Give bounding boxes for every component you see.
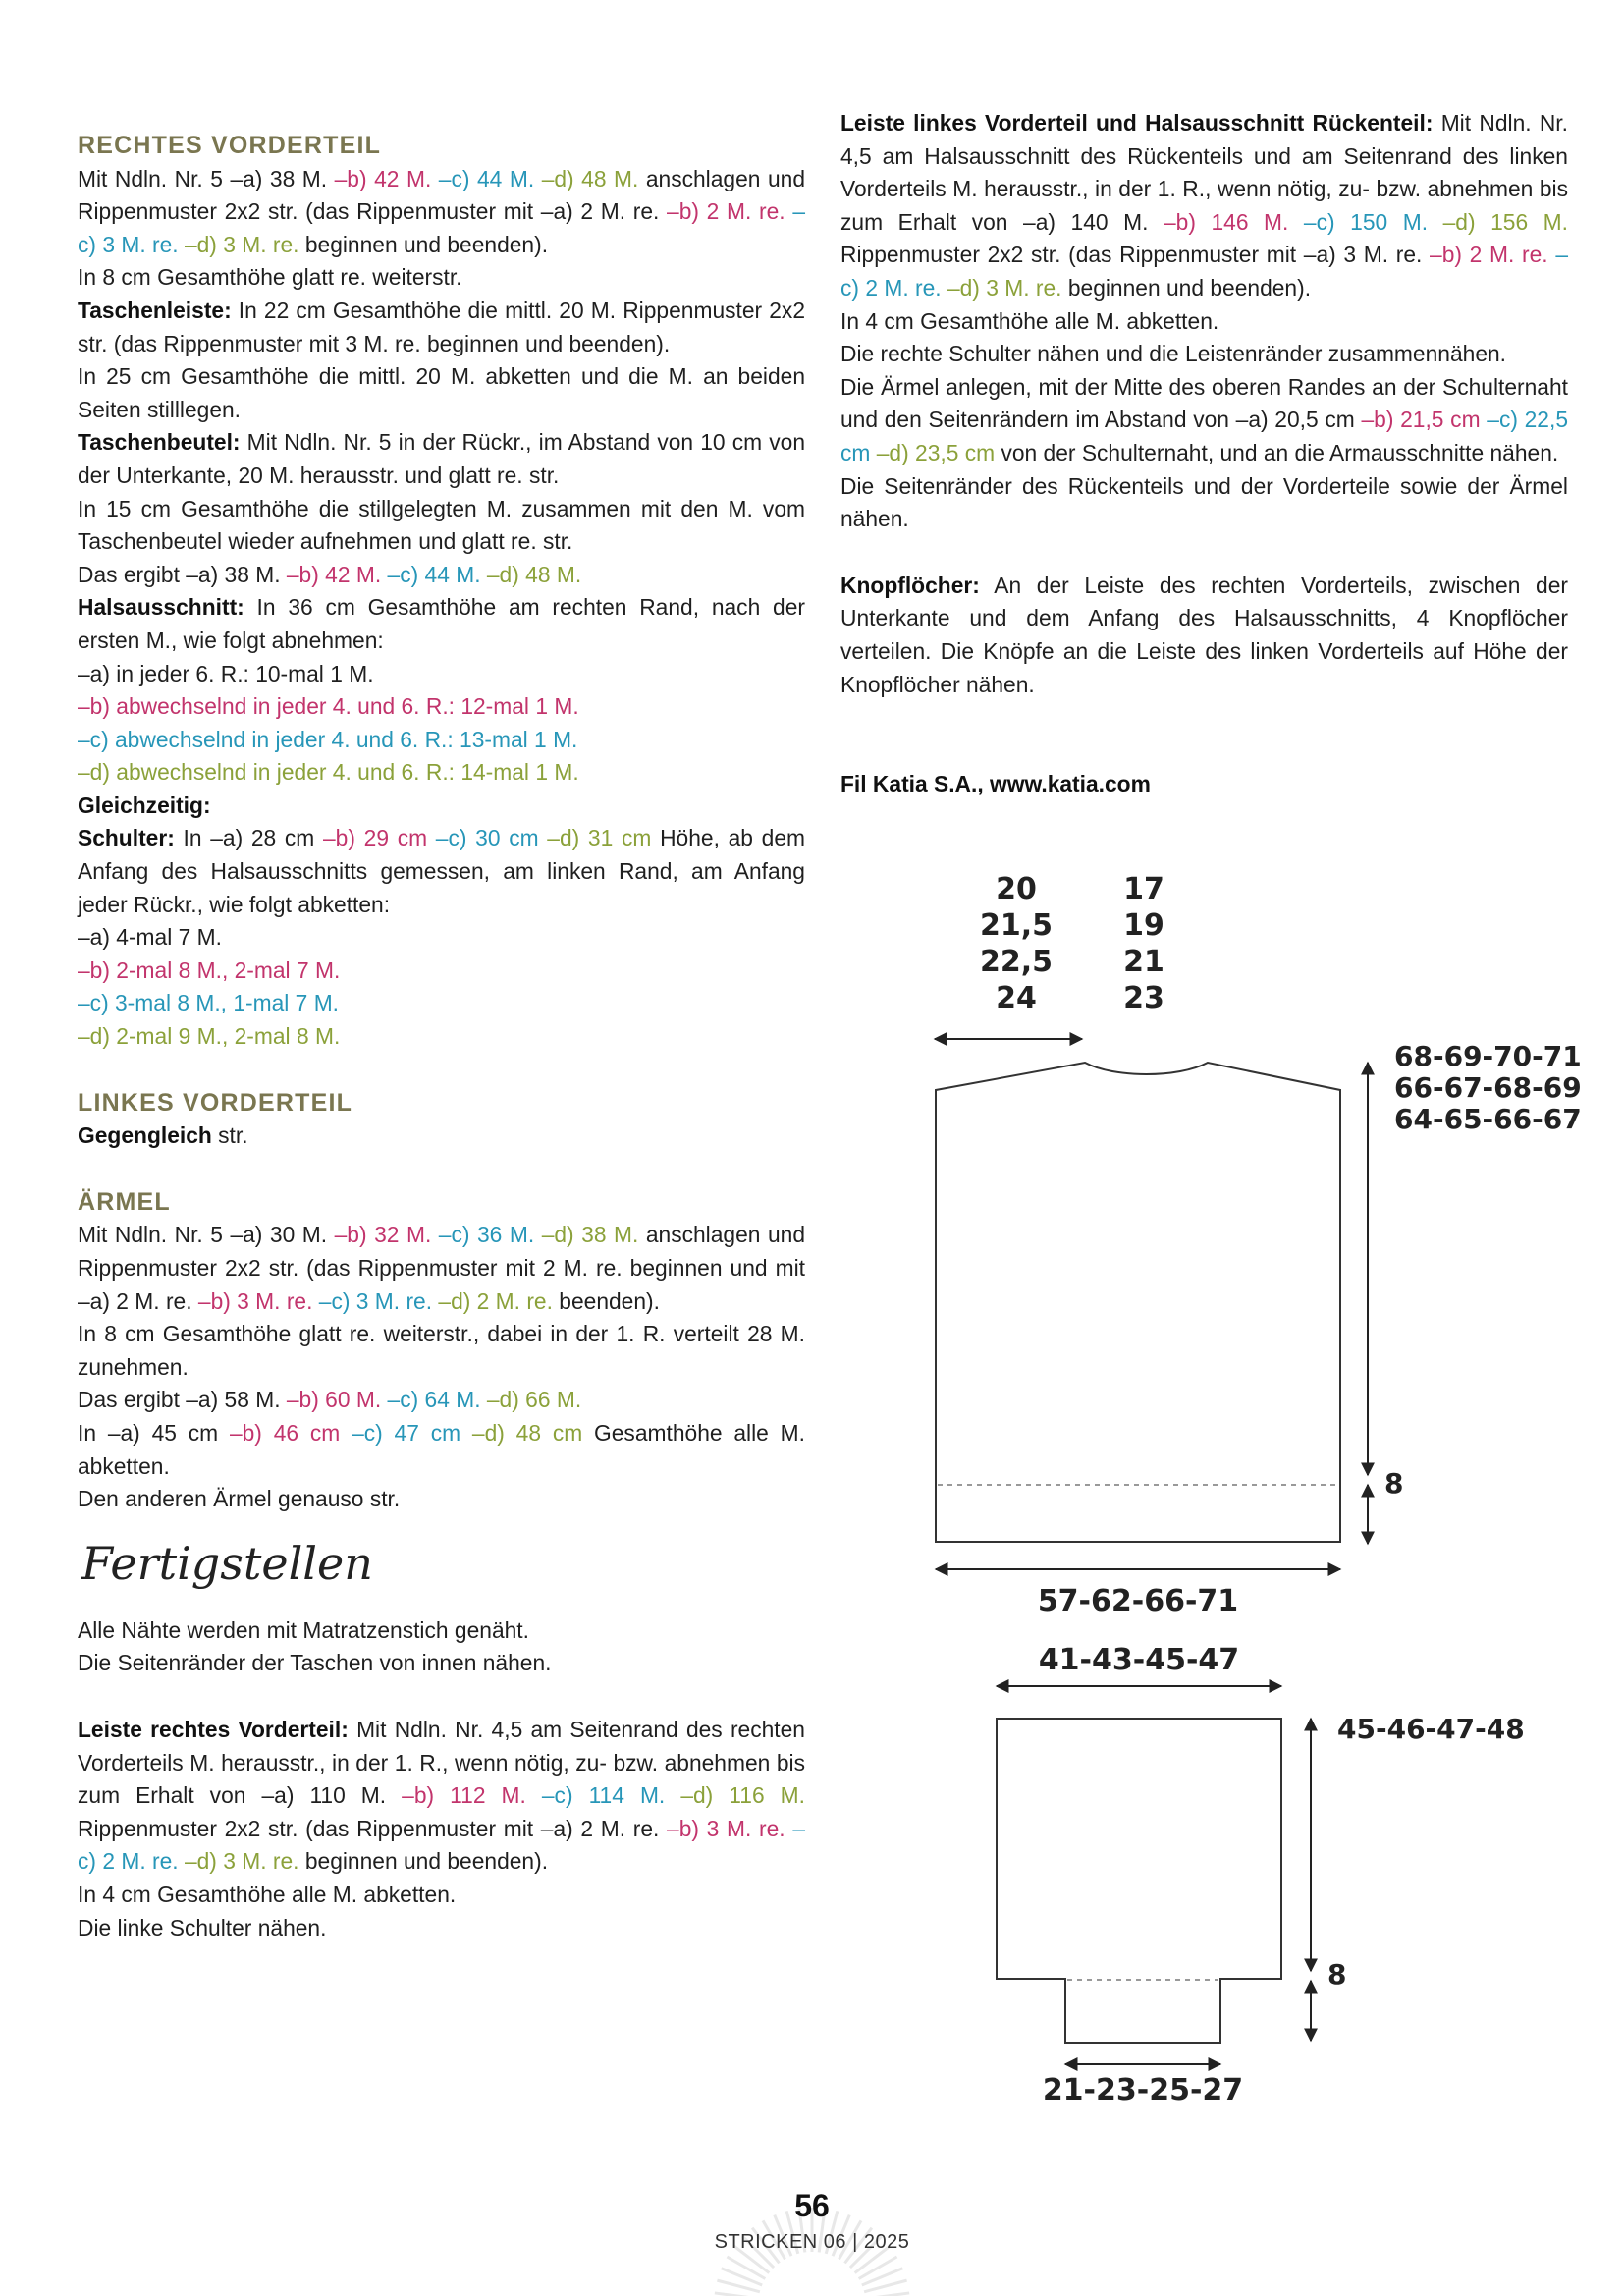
sleeve-top-width-label: 41-43-45-47	[1038, 1643, 1240, 1677]
paragraph: In 8 cm Gesamthöhe glatt re. weiterstr., dabei in der 1. R. verteilt 28 M. zunehmen.	[78, 1321, 805, 1380]
body-width-label: 57-62-66-71	[1037, 1584, 1239, 1618]
cuff-width-label: 21-23-25-27	[1042, 2073, 1244, 2107]
size-line-c: –c) abwechselnd in jeder 4. und 6. R.: 13-mal 1 M.	[78, 726, 578, 752]
shoulder-width-label: 24	[996, 981, 1037, 1015]
shoulder-width-label: 21,5	[979, 908, 1054, 943]
size-line-a: –a) 4-mal 7 M.	[78, 924, 222, 951]
paragraph: Taschenleiste: In 22 cm Gesamthöhe die mittl. 20 M. Rippenmuster 2x2 str. (das Rippenmuster mit 3 M. re. beginnen und beenden).	[78, 297, 805, 356]
right-column	[840, 107, 1568, 801]
size-line-b: –b) 2-mal 8 M., 2-mal 7 M.	[78, 957, 341, 983]
paragraph: Die linke Schulter nähen.	[78, 1914, 327, 1941]
paragraph: Halsausschnitt: In 36 cm Gesamthöhe am rechten Rand, nach der ersten M., wie folgt abnehmen:	[78, 594, 805, 653]
paragraph: In 4 cm Gesamthöhe alle M. abketten.	[78, 1881, 457, 1907]
paragraph: Mit Ndln. Nr. 5 –a) 30 M. –b) 32 M. –c) 36 M. –d) 38 M. anschlagen und Rippenmuster 2x2 str. (das Rippenmuster mit 2 M. re. beginnen und mit –a) 2 M. re. –b) 3 M. re. –c) 3 M. re. –d) 2 M. re. beenden).	[78, 1222, 806, 1314]
paragraph: Gegengleich str.	[78, 1122, 248, 1149]
credit-line: Fil Katia S.A., www.katia.com	[840, 771, 1151, 797]
magazine-issue: STRICKEN 06 | 2025	[714, 2231, 910, 2253]
body-height-label: 64-65-66-67	[1394, 1103, 1582, 1135]
paragraph: Das ergibt –a) 58 M. –b) 60 M. –c) 64 M. –d) 66 M.	[78, 1387, 582, 1413]
neck-width-label: 21	[1123, 945, 1164, 979]
size-line-d: –d) 2-mal 9 M., 2-mal 8 M.	[78, 1023, 341, 1050]
section-title-linkes-vorderteil: LINKES VORDERTEIL	[78, 1088, 353, 1117]
garment-schematic	[884, 854, 1582, 2107]
body-height-label: 66-67-68-69	[1394, 1071, 1582, 1104]
paragraph: Gleichzeitig:	[78, 792, 211, 818]
paragraph: Die rechte Schulter nähen und die Leistenränder zusammennähen.	[840, 341, 1507, 367]
paragraph: Den anderen Ärmel genauso str.	[78, 1486, 401, 1512]
section-title-aermel: ÄRMEL	[78, 1187, 171, 1216]
paragraph: In 25 cm Gesamthöhe die mittl. 20 M. abketten und die M. an beiden Seiten stilllegen.	[78, 363, 805, 422]
size-line-c: –c) 3-mal 8 M., 1-mal 7 M.	[78, 990, 340, 1016]
paragraph: In 15 cm Gesamthöhe die stillgelegten M. zusammen mit den M. vom Taschenbeutel wieder aufnehmen und glatt re. str.	[78, 495, 805, 555]
shoulder-width-label: 22,5	[979, 945, 1054, 979]
body-height-label: 68-69-70-71	[1394, 1040, 1582, 1072]
paragraph: Leiste rechtes Vorderteil: Mit Ndln. Nr. 4,5 am Seitenrand des rechten Vorderteils M. herausstr., in der 1. R., wenn nötig, zu- bzw. abnehmen bis zum Erhalt von –a) 110 M. –b) 112 M. –c) 114 M. –d) 116 M. Rippenmuster 2x2 str. (das Rippenmuster mit –a) 2 M. re. –b) 3 M. re. –c) 2 M. re. –d) 3 M. re. beginnen und beenden).	[78, 1716, 805, 1875]
neck-width-label: 19	[1123, 908, 1164, 943]
sleeve-rib-label: 8	[1327, 1958, 1347, 1991]
page-number: 56	[794, 2188, 830, 2223]
rib-height-label: 8	[1384, 1467, 1404, 1500]
paragraph: Die Seitenränder des Rückenteils und der Vorderteile sowie der Ärmel nähen.	[840, 472, 1568, 532]
paragraph: In –a) 45 cm –b) 46 cm –c) 47 cm –d) 48 cm Gesamthöhe alle M. abketten.	[78, 1419, 805, 1479]
left-column	[78, 130, 805, 1944]
paragraph: Die Ärmel anlegen, mit der Mitte des oberen Randes an der Schulternaht und den Seitenrändern im Abstand von –a) 20,5 cm –b) 21,5 cm –c) 22,5 cm –d) 23,5 cm von der Schulternaht, und an die Armausschnitte nähen.	[840, 373, 1568, 465]
section-title-fertigstellen: Fertigstellen	[81, 1536, 373, 1590]
sunburst-ray	[859, 2257, 897, 2279]
paragraph: In 4 cm Gesamthöhe alle M. abketten.	[840, 307, 1219, 334]
paragraph: Leiste linkes Vorderteil und Halsausschnitt Rückenteil: Mit Ndln. Nr. 4,5 am Halsausschnitt des Rückenteils und am Seitenrand des linken Vorderteils M. herausstr., in der 1. R., wenn nötig, zu- bzw. abnehmen bis zum Erhalt von –a) 140 M. –b) 146 M. –c) 150 M. –d) 156 M. Rippenmuster 2x2 str. (das Rippenmuster mit –a) 3 M. re. –b) 2 M. re. –c) 2 M. re. –d) 3 M. re. beginnen und beenden).	[840, 110, 1568, 301]
paragraph: Taschenbeutel: Mit Ndln. Nr. 5 in der Rückr., im Abstand von 10 cm von der Unterkante, 20 M. herausstr. und glatt re. str.	[78, 429, 805, 488]
size-line-b: –b) abwechselnd in jeder 4. und 6. R.: 12-mal 1 M.	[78, 693, 579, 720]
paragraph: Knopflöcher: An der Leiste des rechten Vorderteils, zwischen der Unterkante und dem Anfang des Halsausschnitts, 4 Knopflöcher verteilen. Die Knöpfe an die Leiste des linken Vorderteils auf Höhe der Knopflöcher nähen.	[840, 572, 1568, 697]
section-title-rechtes-vorderteil: RECHTES VORDERTEIL	[78, 132, 382, 159]
sleeve-outline	[997, 1719, 1281, 2043]
paragraph: Schulter: In –a) 28 cm –b) 29 cm –c) 30 cm –d) 31 cm Höhe, ab dem Anfang des Halsausschnitts gemessen, am linken Rand, am Anfang jeder Rückr., wie folgt abketten:	[78, 825, 805, 917]
size-line-a: –a) in jeder 6. R.: 10-mal 1 M.	[78, 660, 374, 686]
size-line-d: –d) abwechselnd in jeder 4. und 6. R.: 14-mal 1 M.	[78, 759, 579, 786]
sunburst-ray	[727, 2257, 765, 2279]
paragraph: Alle Nähte werden mit Matratzenstich genäht.	[78, 1616, 529, 1643]
paragraph: In 8 cm Gesamthöhe glatt re. weiterstr.	[78, 264, 462, 291]
neck-width-label: 17	[1123, 872, 1164, 906]
paragraph: Mit Ndln. Nr. 5 –a) 38 M. –b) 42 M. –c) 44 M. –d) 48 M. anschlagen und Rippenmuster 2x2 str. (das Rippenmuster mit –a) 2 M. re. –b) 2 M. re. –c) 3 M. re. –d) 3 M. re. beginnen und beenden).	[78, 165, 806, 257]
body-outline	[936, 1063, 1340, 1542]
paragraph: Das ergibt –a) 38 M. –b) 42 M. –c) 44 M. –d) 48 M.	[78, 561, 582, 587]
neck-width-label: 23	[1123, 981, 1164, 1015]
sleeve-height-label: 45-46-47-48	[1337, 1713, 1525, 1745]
shoulder-width-label: 20	[996, 872, 1037, 906]
paragraph: Die Seitenränder der Taschen von innen nähen.	[78, 1650, 552, 1676]
